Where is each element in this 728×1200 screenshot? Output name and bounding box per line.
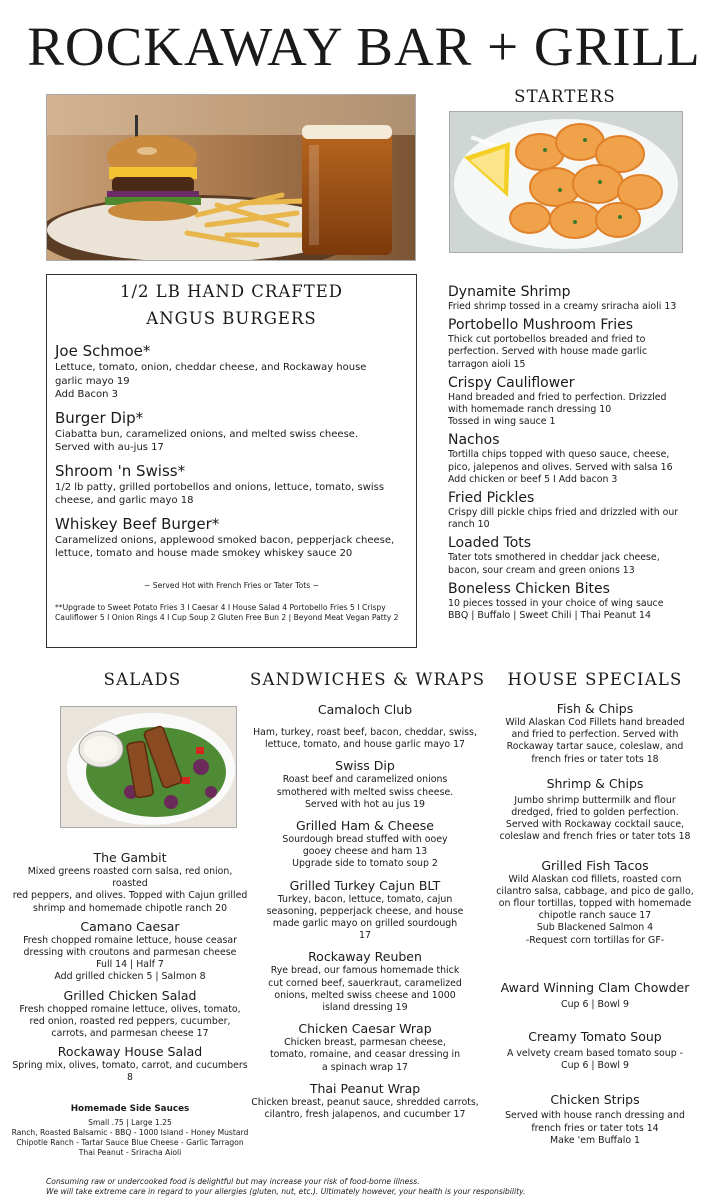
sandwich-name: Rockaway Reuben [308, 949, 422, 965]
special-desc-line: A velvety cream based tomato soup - [506, 1048, 684, 1060]
burger-desc-line: lettuce, tomato and house made smokey whiskey sauce 20 [55, 548, 353, 559]
salad-name: Camano Caesar [80, 918, 180, 934]
page-title: ROCKAWAY BAR + GRILL [27, 16, 701, 77]
burger-desc-line: garlic mayo 19 [55, 375, 130, 387]
starter-name: Boneless Chicken Bites [448, 580, 610, 597]
sandwich-desc-line: cilantro, fresh jalapenos, and cucumber 17 [264, 1109, 466, 1121]
starter-desc-line: Add chicken or beef 5 I Add bacon 3 [448, 473, 618, 485]
sandwich-name: Thai Peanut Wrap [309, 1080, 421, 1096]
sandwich-name: Grilled Turkey Cajun BLT [289, 877, 441, 893]
sandwich-desc-line: gooey cheese and ham 13 [302, 846, 428, 858]
starter-name: Portobello Mushroom Fries [448, 317, 633, 334]
starter-desc-line: Fried shrimp tossed in a creamy sriracha aioli 13 [448, 301, 677, 312]
burger-desc-line: cheese, and garlic mayo 18 [55, 495, 194, 506]
burger-photo [46, 94, 416, 261]
sauces-line: Small .75 | Large 1.25 [88, 1117, 172, 1127]
burger-name: Whiskey Beef Burger* [55, 514, 220, 533]
burgers-heading-line2: ANGUS BURGERS [146, 309, 317, 328]
served-note: ~ Served Hot with French Fries or Tater Tots ~ [144, 580, 319, 590]
burger-desc-line: Ciabatta bun, caramelized onions, and melted swiss cheese. [55, 428, 359, 440]
special-name: Shrimp & Chips [546, 775, 644, 791]
burger-name: Shroom 'n Swiss* [55, 461, 186, 480]
sauces-line: Chipotle Ranch - Tartar Sauce Blue Cheese - Garlic Tarragon [16, 1137, 244, 1147]
salad-desc-line: carrots, and parmesan cheese 17 [51, 1028, 209, 1040]
sandwich-desc-line: cut corned beef, sauerkraut, caramelized [268, 977, 462, 989]
special-desc-line: Cup 6 | Bowl 9 [561, 998, 629, 1010]
starter-name: Fried Pickles [448, 490, 535, 507]
sandwich-desc-line: Ham, turkey, roast beef, bacon, cheddar, swiss, [253, 727, 477, 738]
starter-name: Dynamite Shrimp [448, 284, 571, 300]
starter-desc-line: with homemade ranch dressing 10 [448, 404, 612, 416]
special-desc-line: Wild Alaskan cod fillets, roasted corn [508, 873, 682, 885]
sauces-line: Ranch, Roasted Balsamic - BBQ - 1000 Island - Honey Mustard [11, 1127, 249, 1137]
starter-desc-line: perfection. Served with house made garlic [448, 346, 648, 358]
shrimp-photo [449, 111, 683, 253]
starter-desc-line: pico, jalepenos and olives. Served with salsa 16 [448, 461, 673, 473]
sandwich-name: Swiss Dip [335, 758, 395, 774]
special-desc-line: Make 'em Buffalo 1 [550, 1134, 640, 1146]
special-name: Grilled Fish Tacos [541, 857, 649, 873]
special-desc-line: Sub Blackened Salmon 4 [536, 922, 654, 934]
sandwich-desc-line: made garlic mayo on grilled sourdough [272, 918, 458, 930]
starter-desc-line: BBQ | Buffalo | Sweet Chili | Thai Peanut 14 [448, 610, 651, 622]
salad-desc-line: Mixed greens roasted corn salsa, red onion, roasted [27, 866, 233, 890]
sandwiches-heading: SANDWICHES & WRAPS [250, 670, 486, 689]
salad-desc-line: red peppers, and olives. Topped with Cajun grilled [12, 890, 248, 902]
upgrade-note-line2: Cauliflower 5 I Onion Rings 4 I Cup Soup 2 Gluten Free Bun 2 | Beyond Meat Vegan Patty 2 [55, 612, 399, 622]
special-desc-line: Served with Rockaway cocktail sauce, [505, 819, 685, 831]
sandwich-desc-line: Roast beef and caramelized onions [282, 774, 448, 786]
special-desc-line: Wild Alaskan Cod Fillets hand breaded [505, 717, 685, 728]
starter-name: Loaded Tots [448, 535, 532, 552]
special-desc-line: on flour tortillas, topped with homemade [498, 898, 692, 910]
special-desc-line: Cup 6 | Bowl 9 [561, 1060, 629, 1072]
burger-desc-line: Lettuce, tomato, onion, cheddar cheese, and Rockaway house [55, 362, 367, 373]
sandwich-desc-line: Chicken breast, peanut sauce, shredded carrots, [251, 1096, 479, 1108]
sauces-line: Thai Peanut - Sriracha Aioli [78, 1147, 182, 1157]
salad-desc-line: Fresh chopped romaine lettuce, house ceasar [23, 934, 237, 946]
salad-desc-line: Add grilled chicken 5 | Salmon 8 [54, 971, 206, 983]
sandwich-desc-line: lettuce, tomato, and house garlic mayo 17 [264, 739, 466, 751]
special-desc-line: french fries or tater tots 14 [531, 1122, 659, 1134]
footer-line1: Consuming raw or undercooked food is delightful but may increase your risk of food-borne illness. [46, 1177, 420, 1186]
special-desc-line: Jumbo shrimp buttermilk and flour [514, 794, 676, 806]
burger-name: Burger Dip* [55, 408, 144, 427]
starter-name: Nachos [448, 432, 500, 449]
special-desc-line: Rockaway tartar sauce, coleslaw, and [506, 741, 684, 753]
special-name: Fish & Chips [556, 701, 634, 716]
special-name: Creamy Tomato Soup [528, 1029, 662, 1045]
starter-desc-line: Tossed in wing sauce 1 [448, 416, 556, 428]
footer-line2: We will take extreme care in regard to your allergies (gluten, nut, etc.). Ultimately however, your health is your responsibility. [46, 1187, 526, 1196]
burger-name: Joe Schmoe* [55, 342, 151, 360]
starter-desc-line: Tortilla chips topped with queso sauce, cheese, [448, 449, 670, 461]
starter-desc-line: tarragon aioli 15 [448, 358, 526, 370]
sandwich-desc-line: smothered with melted swiss cheese. [276, 786, 454, 798]
sandwich-desc-line: a spinach wrap 17 [321, 1061, 409, 1073]
special-name: Chicken Strips [550, 1092, 640, 1108]
starter-desc-line: Crispy dill pickle chips fried and drizzled with our [448, 507, 679, 519]
sandwiches-list [250, 702, 480, 1121]
burger-desc-line: Add Bacon 3 [55, 389, 119, 400]
sandwich-desc-line: seasoning, pepperjack cheese, and house [266, 905, 464, 917]
sandwich-name: Chicken Caesar Wrap [298, 1021, 432, 1037]
starter-desc-line: Tater tots smothered in cheddar jack cheese, [448, 552, 660, 564]
salad-desc-line: Full 14 | Half 7 [96, 959, 164, 971]
salad-desc-line: shrimp and homemade chipotle ranch 20 [32, 902, 228, 914]
salad-desc-line: Spring mix, olives, tomato, carrot, and cucumbers 8 [12, 1060, 248, 1084]
burgers-section [46, 274, 417, 648]
sandwich-name: Grilled Ham & Cheese [295, 818, 434, 834]
burger-desc-line: Caramelized onions, applewood smoked bacon, pepperjack cheese, [55, 534, 395, 546]
sandwich-desc-line: Chicken breast, parmesan cheese, [284, 1037, 446, 1049]
sandwich-desc-line: Rye bread, our famous homemade thick [270, 965, 460, 977]
starter-desc-line: Hand breaded and fried to perfection. Drizzled [448, 391, 667, 403]
salad-desc-line: red onion, roasted red peppers, cucumber, [29, 1015, 231, 1027]
sandwich-desc-line: Served with hot au jus 19 [304, 798, 426, 810]
specials-list [485, 701, 705, 1147]
special-desc-line: coleslaw and french fries or tater tots 18 [499, 831, 691, 843]
special-desc-line: -Request corn tortillas for GF- [525, 934, 665, 946]
footer-disclaimer [46, 1177, 716, 1197]
special-name: Award Winning Clam Chowder [500, 979, 690, 995]
special-desc-line: chipotle ranch sauce 17 [538, 910, 652, 922]
starter-desc-line: ranch 10 [448, 519, 490, 531]
special-desc-line: french fries or tater tots 18 [531, 753, 659, 765]
sandwich-desc-line: 17 [359, 930, 371, 942]
upgrade-note-line1: **Upgrade to Sweet Potato Fries 3 I Caesar 4 I House Salad 4 Portobello Fries 5 I Crispy [55, 602, 386, 612]
sandwich-desc-line: Turkey, bacon, lettuce, tomato, cajun [277, 893, 453, 905]
salad-image [61, 707, 236, 827]
salad-name: The Gambit [93, 850, 167, 865]
starters-heading: STARTERS [514, 87, 616, 106]
sauces-heading: Homemade Side Sauces [70, 1103, 190, 1114]
sandwich-desc-line: island dressing 19 [322, 1002, 408, 1014]
salad-photo [60, 706, 237, 828]
sandwich-desc-line: Upgrade side to tomato soup 2 [292, 858, 438, 870]
salad-name: Rockaway House Salad [57, 1044, 203, 1060]
shrimp-image [450, 112, 682, 252]
special-desc-line: dredged, fried to golden perfection. [511, 807, 679, 819]
burger-desc-line: Served with au-jus 17 [55, 442, 164, 453]
specials-heading: HOUSE SPECIALS [507, 670, 683, 689]
salad-name: Grilled Chicken Salad [63, 987, 197, 1003]
salad-desc-line: Fresh chopped romaine lettuce, olives, tomato, [19, 1003, 241, 1015]
special-desc-line: Served with house ranch dressing and [505, 1110, 685, 1122]
sandwich-desc-line: Sourdough bread stuffed with ooey [282, 834, 448, 846]
burger-image [47, 95, 415, 260]
salads-heading: SALADS [103, 670, 182, 689]
starter-desc-line: bacon, sour cream and green onions 13 [448, 564, 635, 576]
starter-desc-line: Thick cut portobellos breaded and fried to [448, 334, 646, 346]
salads-list [10, 850, 250, 1158]
starter-name: Crispy Cauliflower [448, 374, 575, 391]
burgers-heading-line1: 1/2 LB HAND CRAFTED [119, 282, 344, 301]
sandwich-desc-line: tomato, romaine, and ceasar dressing in [269, 1049, 461, 1061]
burger-desc-line: 1/2 lb patty, grilled portobellos and onions, lettuce, tomato, swiss [55, 481, 385, 493]
starters-list [448, 280, 718, 622]
sandwich-name: Camaloch Club [317, 702, 413, 717]
starter-desc-line: 10 pieces tossed in your choice of wing sauce [448, 597, 664, 609]
salad-desc-line: dressing with croutons and parmesan cheese [23, 947, 237, 959]
special-desc-line: and fried to perfection. Served with [511, 729, 679, 741]
sandwich-desc-line: onions, melted swiss cheese and 1000 [274, 989, 456, 1001]
special-desc-line: cilantro salsa, cabbage, and pico de gallo, [496, 885, 694, 897]
